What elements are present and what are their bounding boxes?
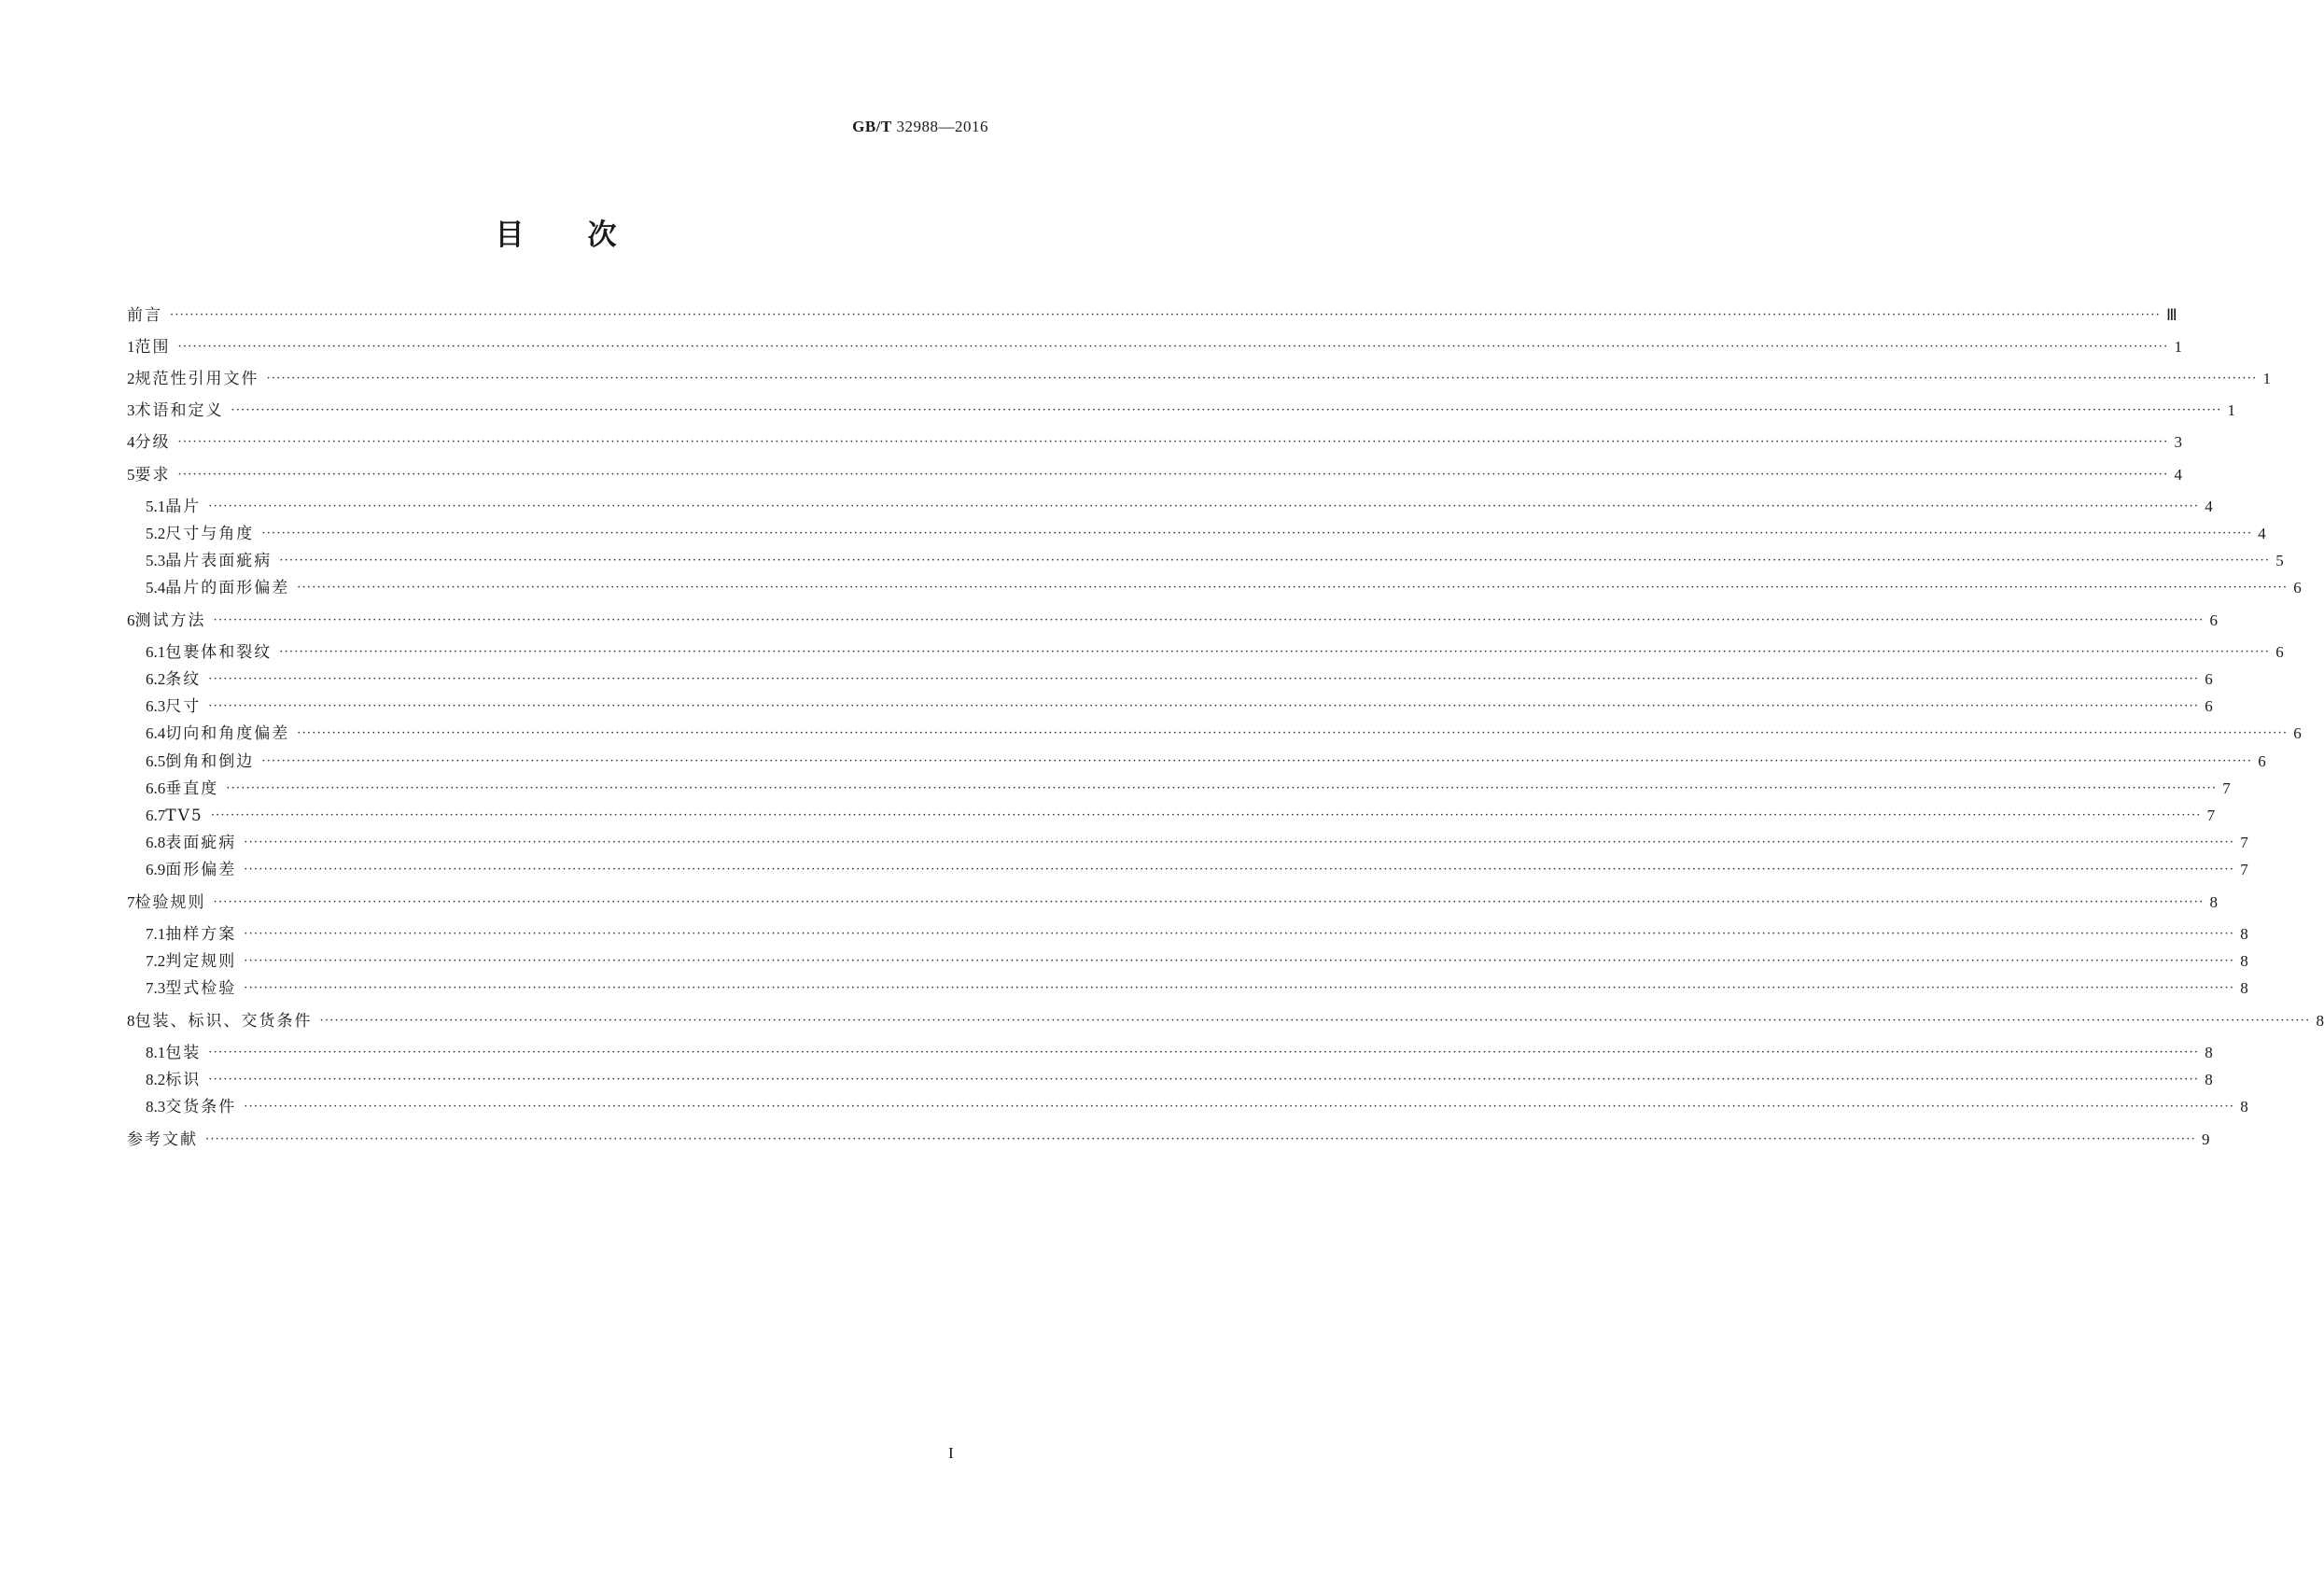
toc-entry[interactable]	[127, 303, 2177, 328]
dot-leader: ················································································································································································································································································································································································································	[261, 526, 2253, 540]
toc-entry-page: 6	[2205, 697, 2213, 715]
toc-entry-page: 8	[2240, 1098, 2248, 1116]
dot-leader: ················································································································································································································································································································································································································	[210, 808, 2202, 822]
toc-entry-number: 6.8	[146, 834, 166, 851]
dot-leader: ················································································································································································································································································································································································································	[244, 863, 2235, 877]
toc-entry-label: 表面疵病	[165, 834, 237, 852]
toc-entry-number: 6.6	[146, 779, 166, 797]
toc-entry-label: 晶片	[165, 498, 202, 516]
toc-entry-label: 测试方法	[134, 611, 206, 630]
toc-entry-number: 7.1	[146, 925, 166, 943]
dot-leader: ················································································································································································································································································································································································································	[244, 835, 2235, 849]
dot-leader: ················································································································································································································································································································································································································	[177, 468, 2169, 482]
toc-entry-page: 3	[2174, 433, 2182, 451]
toc-entry-number: 7.3	[146, 979, 166, 997]
toc-entry-number: 6.9	[146, 861, 166, 878]
toc-entry-page: 1	[2227, 401, 2235, 419]
toc-entry[interactable]	[127, 949, 2248, 974]
toc-entry-number: 4	[127, 433, 135, 451]
toc-entry[interactable]	[127, 335, 2182, 359]
toc-entry-page: 6	[2275, 643, 2284, 661]
dot-leader: ················································································································································································································································································································································································································	[213, 613, 2205, 627]
toc-entry-number: 8.2	[146, 1071, 166, 1088]
toc-entry-label: 包装	[165, 1044, 202, 1062]
dot-leader: ················································································································································································································································································································································································································	[226, 781, 2218, 795]
toc-entry-number: 6.4	[146, 724, 166, 742]
toc-entry-label: 术语和定义	[134, 401, 224, 420]
toc-entry-page: 8	[2205, 1044, 2213, 1061]
toc-entry-label: 要求	[134, 466, 171, 484]
dot-leader: ················································································································································································································································································································································································································	[244, 1100, 2235, 1114]
toc-entry-label: TV5	[165, 807, 203, 825]
toc-entry[interactable]	[127, 1128, 2210, 1152]
page-title	[0, 211, 1112, 253]
toc-entry[interactable]	[127, 831, 2248, 855]
toc-entry-page: 6	[2209, 611, 2218, 629]
toc-entry-page: 4	[2258, 525, 2266, 542]
dot-leader: ················································································································································································································································································································································································································	[244, 954, 2235, 968]
toc-entry[interactable]	[127, 1009, 2324, 1033]
toc-entry-label: 尺寸与角度	[165, 525, 255, 543]
dot-leader: ················································································································································································································································································································································································································	[279, 554, 2271, 568]
toc-entry[interactable]	[127, 667, 2213, 692]
page-number: I	[948, 1444, 954, 1462]
toc-entry-number: 6.2	[146, 670, 166, 688]
toc-entry-label: 抽样方案	[165, 925, 237, 944]
toc-entry-page: 6	[2258, 752, 2266, 770]
toc-entry-label: 前言	[127, 306, 162, 325]
toc-entry-number: 2	[127, 370, 135, 387]
dot-leader: ················································································································································································································································································································································································································	[297, 726, 2289, 740]
toc-entry-page: 7	[2222, 779, 2231, 797]
toc-entry[interactable]	[127, 976, 2248, 1001]
toc-entry[interactable]	[127, 891, 2218, 915]
toc-entry-label: 参考文献	[127, 1130, 198, 1149]
toc-entry-number: 6.3	[146, 697, 166, 715]
toc-entry[interactable]	[127, 549, 2284, 573]
toc-entry-page: 6	[2293, 579, 2302, 597]
dot-leader: ················································································································································································································································································································································································································	[177, 340, 2169, 354]
toc-entry[interactable]	[127, 804, 2216, 828]
toc-entry-page: 6	[2205, 670, 2213, 688]
toc-entry-page: Ⅲ	[2165, 306, 2177, 324]
toc-entry-number: 8.3	[146, 1098, 166, 1116]
dot-leader: ················································································································································································································································································································································································································	[261, 754, 2253, 768]
toc-entry[interactable]	[127, 858, 2248, 882]
toc-entry-number: 5.4	[146, 579, 166, 597]
dot-leader: ················································································································································································································································································································································································································	[177, 435, 2169, 449]
toc-entry-label: 垂直度	[165, 779, 219, 798]
toc-entry-label: 晶片的面形偏差	[165, 579, 290, 597]
toc-entry-label: 检验规则	[134, 893, 206, 912]
standard-code: 32988—2016	[896, 118, 988, 135]
toc-entry-page: 9	[2201, 1130, 2210, 1148]
toc-entry-page: 1	[2262, 370, 2271, 387]
toc-entry[interactable]	[127, 576, 2302, 600]
toc-entry[interactable]	[127, 922, 2248, 947]
toc-entry-label: 标识	[165, 1071, 202, 1089]
toc-entry-number: 6	[127, 611, 135, 629]
toc-entry-number: 7	[127, 893, 135, 911]
toc-entry-page: 8	[2240, 925, 2248, 943]
toc-entry-label: 倒角和倒边	[165, 752, 255, 771]
dot-leader: ················································································································································································································································································································································································································	[208, 699, 2200, 713]
toc-entry-page: 7	[2206, 807, 2216, 824]
toc-entry-page: 8	[2205, 1071, 2213, 1088]
title-char-2: 次	[587, 218, 617, 252]
toc-entry[interactable]	[127, 695, 2213, 719]
toc-entry-label: 型式检验	[165, 979, 237, 998]
toc-entry[interactable]	[127, 609, 2218, 633]
dot-leader: ················································································································································································································································································································································································································	[266, 372, 2258, 386]
toc-entry-number: 8	[127, 1012, 135, 1030]
toc-entry-page: 8	[2240, 979, 2248, 997]
dot-leader: ················································································································································································································································································································································································································	[208, 1046, 2200, 1060]
dot-leader: ················································································································································································································································································································································································································	[208, 499, 2200, 513]
toc-entry-label: 尺寸	[165, 697, 202, 716]
toc-entry-label: 切向和角度偏差	[165, 724, 290, 743]
dot-leader: ················································································································································································································································································································································································································	[208, 1073, 2200, 1087]
toc-entry-page: 8	[2240, 952, 2248, 970]
toc-entry[interactable]	[127, 750, 2266, 774]
toc-entry-number: 5.2	[146, 525, 166, 542]
toc-entry-page: 7	[2240, 861, 2248, 878]
toc-entry[interactable]	[127, 430, 2182, 455]
toc-entry-label: 条纹	[165, 670, 202, 689]
dot-leader: ················································································································································································································································································································································································································	[244, 927, 2235, 941]
toc-entry-label: 判定规则	[165, 952, 237, 971]
toc-entry-number: 8.1	[146, 1044, 166, 1061]
toc-entry-number: 6.5	[146, 752, 166, 770]
toc-entry-page: 1	[2174, 338, 2182, 356]
toc-entry[interactable]	[127, 1041, 2213, 1065]
dot-leader: ················································································································································································································································································································································································································	[231, 403, 2222, 417]
toc-entry-page: 4	[2205, 498, 2213, 515]
toc-entry-number: 6.1	[146, 643, 166, 661]
toc-entry-label: 晶片表面疵病	[165, 552, 273, 570]
dot-leader: ················································································································································································································································································································································································································	[205, 1132, 2196, 1146]
toc-entry-label: 面形偏差	[165, 861, 237, 879]
toc-entry-page: 6	[2293, 724, 2302, 742]
toc-entry-page: 8	[2209, 893, 2218, 911]
toc-entry[interactable]	[127, 777, 2231, 801]
dot-leader: ················································································································································································································································································································································································································	[319, 1014, 2311, 1028]
toc-entry[interactable]	[127, 722, 2302, 746]
toc-entry[interactable]	[127, 367, 2271, 391]
toc-entry-label: 包裹体和裂纹	[165, 643, 273, 662]
toc-entry-number: 5.1	[146, 498, 166, 515]
toc-entry-page: 8	[2316, 1012, 2324, 1030]
toc-entry[interactable]	[127, 399, 2235, 423]
toc-entry-page: 7	[2240, 834, 2248, 851]
toc-entry-number: 5	[127, 466, 135, 484]
toc-entry-page: 5	[2275, 552, 2284, 569]
toc-entry[interactable]	[127, 463, 2182, 487]
standard-prefix: GB/T	[852, 118, 892, 135]
toc-entry-number: 6.7	[146, 807, 166, 824]
toc-entry[interactable]	[127, 1095, 2248, 1119]
toc-entry-number: 3	[127, 401, 135, 419]
toc-entry[interactable]	[127, 1068, 2213, 1092]
dot-leader: ················································································································································································································································································································································································································	[244, 981, 2235, 995]
dot-leader: ················································································································································································································································································································································································································	[297, 581, 2289, 595]
toc-entry[interactable]	[127, 522, 2266, 546]
toc-entry-label: 规范性引用文件	[134, 370, 259, 388]
dot-leader: ················································································································································································································································································································································································································	[208, 672, 2200, 686]
toc-entry-number: 5.3	[146, 552, 166, 569]
standard-number	[852, 118, 988, 136]
toc-entry-number: 1	[127, 338, 135, 356]
dot-leader: ················································································································································································································································································································································································································	[170, 308, 2161, 322]
toc-entry-number: 7.2	[146, 952, 166, 970]
title-char-1: 目	[495, 218, 525, 252]
toc-entry[interactable]	[127, 495, 2213, 519]
toc-entry-page: 4	[2174, 466, 2182, 484]
dot-leader: ················································································································································································································································································································································································································	[279, 645, 2271, 659]
toc-entry[interactable]	[127, 640, 2284, 665]
toc-entry-label: 分级	[134, 433, 171, 452]
dot-leader: ················································································································································································································································································································································································································	[213, 895, 2205, 909]
toc-entry-label: 交货条件	[165, 1098, 237, 1116]
toc-entry-label: 范围	[134, 338, 171, 357]
toc-entry-label: 包装、标识、交货条件	[134, 1012, 313, 1031]
